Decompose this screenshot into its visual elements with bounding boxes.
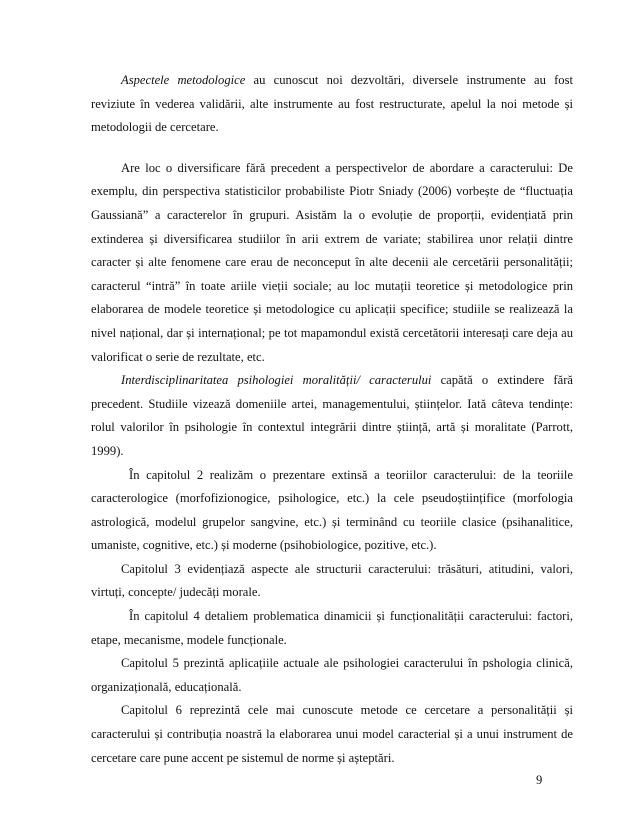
paragraph-text: capătă o extindere fără precedent. Studiile vizează domeniile artei, managementului, științelor. Iată câteva tendințe: rolul valorilor în psihologie în contextul integrării dintre știință, artă și moralitate (Parrott, 1999). [91,373,573,458]
paragraph-chapter-4 [91,605,573,652]
paragraph-interdisciplinarity [91,369,573,463]
paragraph-chapter-6 [91,699,573,770]
paragraph-chapter-3 [91,558,573,605]
paragraph-text: Capitolul 6 reprezintă cele mai cunoscute metode ce cercetare a personalității și caracterului și contribuția noastră la elaborarea unui model caracterial și a unui instrument de cercetare care pune accent pe sistemul de norme și așteptări. [91,703,573,765]
paragraph-text: Capitolul 5 prezintă aplicațiile actuale ale psihologiei caracterului în pshologia clinică, organizațională, educațională. [91,656,573,694]
paragraph-chapter-5 [91,652,573,699]
paragraph-lead-italic: Interdisciplinaritatea psihologiei moralității/ caracterului [121,373,432,388]
paragraph-methodological-aspects [91,69,573,140]
paragraph-diversification [91,157,573,369]
paragraph-lead-italic: Aspectele metodologice [121,73,246,87]
paragraph-chapter-2 [91,464,573,558]
page-number: 9 [536,773,543,787]
paragraph-text: au cunoscut noi dezvoltări, diversele instrumente au fost reviziute în vederea validării, alte instrumente au fost restructurate, apelul la noi metode și metodologii de cercetare. [91,73,573,135]
paragraph-text: Capitolul 3 evidențiază aspecte ale structurii caracterului: trăsături, atitudini, valori, virtuți, concepte/ judecăți morale. [91,561,573,600]
paragraph-text: Are loc o diversificare fără precedent a perspectivelor de abordare a caracterului: De exemplu, din perspectiva statisticilor probabiliste Piotr Sniady (2006) vorbește de “fluctuația Gaussiană” a caracterelor în grupuri. Asistăm la o evoluție de proporții, evidențiată prin extinderea și diversificarea studiilor în arii extrem de variate; stabilirea unor relații dintre caracter și alte fenomene care erau de neconceput în alte decenii ale cercetării personalității; caracterul “intră” în toate ariile vieții sociale; au loc mutații teoretice și metodologice prin elaborarea de modele teoretice și metodologice cu aplicații specifice; studiile se realizează la nivel național, dar și internațional; pe tot mapamondul există cercetătorii interesați care deja au valorificat o serie de rezultate, etc. [91,160,573,364]
paragraph-text: În capitolul 4 detaliem problematica dinamicii și funcționalității caracterului: factori, etape, mecanisme, modele funcționale. [91,609,573,647]
body-text [91,69,573,770]
paragraph-text: În capitolul 2 realizăm o prezentare extinsă a teoriilor caracterului: de la teoriile caracterologice (morfofizionogice, psihologice, etc.) la cele pseudoștiințifice (morfologia astrologică, modelul grupelor sangvine, etc.) și terminând cu teoriile clasice (psihanalitice, umaniste, cognitive, etc.) și moderne (psihobiologice, pozitive, etc.). [91,467,573,553]
